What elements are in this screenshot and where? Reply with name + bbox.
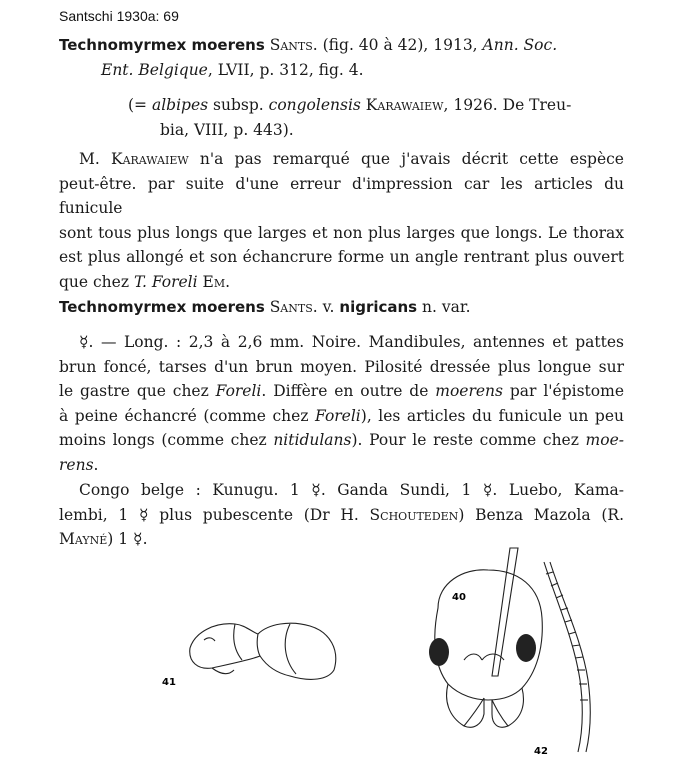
- species-entry-nigricans: [59, 295, 624, 320]
- description-line-1: [59, 330, 624, 355]
- collector-name: Mayné: [59, 530, 108, 548]
- reference-pages: , LVII, p. 312, fig. 4.: [207, 60, 364, 79]
- remark-line-5: [59, 270, 624, 295]
- entry-line-2: [59, 58, 624, 83]
- description-taxon: moe-: [585, 431, 624, 449]
- description-text: par l'épistome: [503, 382, 624, 400]
- remark-paragraph: [59, 147, 624, 294]
- left-eye-shape: [429, 638, 449, 666]
- description-text: ), les articles du funicule un peu: [360, 406, 624, 425]
- synonym-bracket: (=: [128, 96, 152, 114]
- description-line-5: [59, 428, 624, 453]
- taxon-author: Sants.: [264, 298, 318, 316]
- description-taxon: moerens: [435, 382, 503, 400]
- entry2-line: [59, 295, 624, 320]
- remark-prefix: M.: [79, 150, 111, 168]
- remark-taxon-author: Em.: [197, 272, 231, 291]
- remark-line-3: sont tous plus longs que larges et non plus larges que longs. Le thorax: [59, 223, 624, 242]
- variety-name: nigricans: [339, 298, 418, 316]
- description-taxon: Foreli: [215, 382, 262, 400]
- description-taxon: nitidulans: [273, 431, 352, 449]
- taxon-status: n. var.: [417, 298, 471, 316]
- remark-line-1: [59, 147, 624, 172]
- journal-name: Ann. Soc.: [482, 36, 558, 54]
- figure-42-antenna-drawing: [530, 560, 620, 760]
- description-taxon: rens: [59, 455, 94, 474]
- localities-text: lembi, 1 ☿ plus pubescente (Dr H.: [59, 505, 370, 524]
- synonym-entry: [128, 93, 626, 142]
- synonym-line-2: bia, VIII, p. 443).: [160, 120, 294, 139]
- localities-text: ) Benza Mazola (R.: [458, 505, 624, 524]
- description-text: . Diffère en outre de: [261, 382, 436, 400]
- description-text: à peine échancré (comme chez: [59, 406, 316, 425]
- figure-41-label: 41: [162, 677, 176, 688]
- synonym-ref: , 1926. De Treu-: [443, 96, 572, 114]
- remark-line-4: est plus allongé et son échancrure forme un angle rentrant plus ouvert: [59, 248, 624, 266]
- taxon-rank: v.: [317, 298, 340, 316]
- description-taxon: Foreli: [315, 406, 361, 425]
- remark-taxon: T. Foreli: [133, 272, 198, 291]
- figure-42-label: 42: [534, 746, 548, 757]
- synonym-species: albipes: [151, 96, 209, 114]
- description-text: ). Pour le reste comme chez: [351, 431, 586, 449]
- figure-41-profile-drawing: [160, 610, 350, 700]
- entry-line-1: [59, 33, 624, 58]
- taxon-name: Technomyrmex moerens: [59, 36, 265, 54]
- description-text: .: [93, 455, 99, 474]
- description-line-3: [59, 379, 624, 404]
- journal-name-cont: Ent. Belgique: [101, 60, 208, 79]
- taxon-name: Technomyrmex moerens: [59, 298, 265, 316]
- synonym-author: Karawaiew: [360, 96, 444, 114]
- figure-40-label: 40: [452, 592, 466, 603]
- description-line-6: [59, 453, 624, 478]
- description-line-2: brun foncé, tarses d'un brun moyen. Pilosité dressée plus longue sur: [59, 357, 624, 376]
- description-text: moins longs (comme chez: [59, 431, 274, 449]
- worker-symbol: ☿: [79, 333, 89, 351]
- synonym-rank: subsp.: [208, 96, 269, 114]
- remark-author: Karawaiew: [110, 150, 189, 168]
- description-paragraph: [59, 330, 624, 477]
- remark-line-2: peut-être. par suite d'une erreur d'impression car les articles du funicule: [59, 174, 624, 217]
- description-line-4: [59, 404, 624, 429]
- synonym-line-1: [128, 93, 626, 118]
- description-text: . — Long. : 2,3 à 2,6 mm. Noire. Mandibules, antennes et pattes: [88, 333, 624, 351]
- localities-paragraph: [59, 478, 624, 552]
- collector-name: Schouteden: [369, 505, 459, 524]
- localities-line-2: [59, 503, 624, 528]
- localities-line-1: Congo belge : Kunugu. 1 ☿. Ganda Sundi, 1 ☿. Luebo, Kama-: [79, 481, 624, 499]
- taxon-author: Sants.: [269, 36, 318, 54]
- localities-text: ) 1 ☿.: [107, 530, 148, 548]
- description-text: le gastre que chez: [59, 382, 216, 400]
- remark-text: que chez: [59, 272, 134, 291]
- reference-text: (fig. 40 à 42), 1913,: [317, 36, 483, 54]
- citation-header: Santschi 1930a: 69: [59, 8, 179, 24]
- species-entry-moerens: [59, 33, 624, 82]
- synonym-subspecies: congolensis: [268, 96, 361, 114]
- remark-text: n'a pas remarqué que j'avais décrit cette espèce: [188, 150, 624, 168]
